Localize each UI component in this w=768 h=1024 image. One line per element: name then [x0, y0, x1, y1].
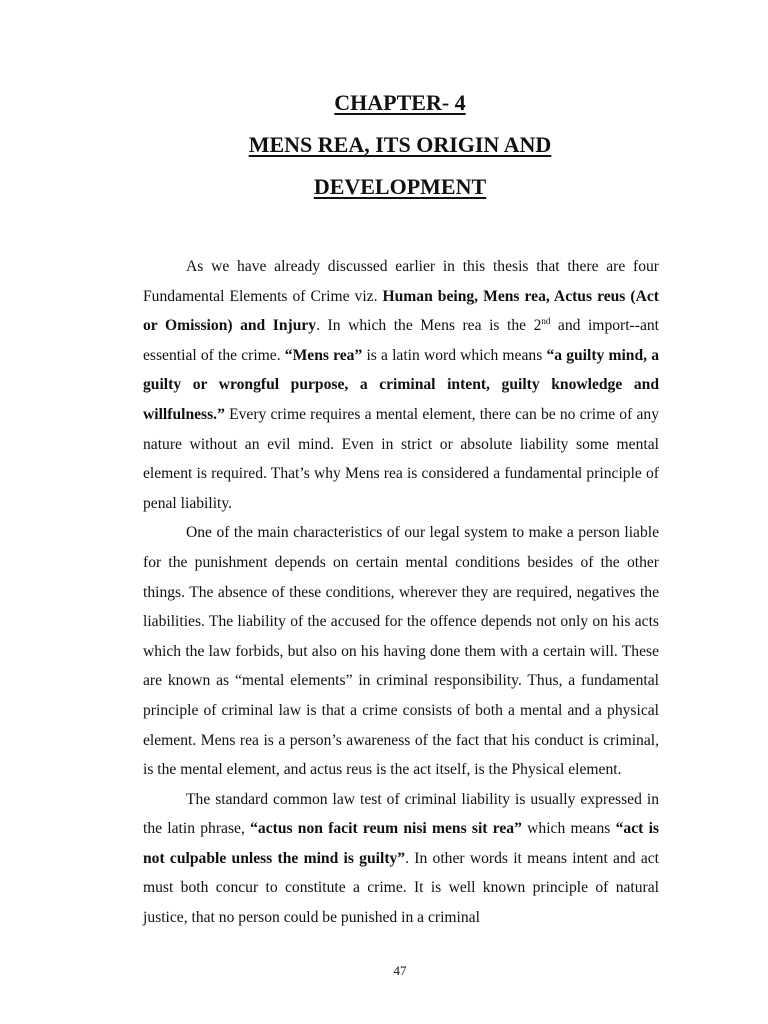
p1-bold-3: “a guilty mind, a guilty or wrongful purpose, a criminal intent, guilty knowledge and willfulness.” — [143, 346, 660, 423]
p1-text-1: As we have already discussed earlier in this thesis that there are four Fundamental Elements of Crime viz. — [143, 258, 659, 305]
p1-bold-1: Human being, Mens rea, Actus reus (Act or Omission) and Injury — [143, 287, 659, 335]
page-number: 47 — [393, 963, 407, 978]
p1-text-4: is a latin word which means — [362, 346, 543, 364]
p3-bold-1: “actus non facit reum nisi mens sit rea” — [250, 820, 522, 838]
p1-text-5: Every crime requires a mental element, there can be no crime of any nature without an evil mind. Even in strict or absolute liability some mental element is required. That’s why Mens rea is considered a fundamental principle of penal liability. — [143, 405, 659, 512]
p1-text-3: and import--ant essential of the crime. — [143, 317, 659, 364]
body-text — [143, 252, 659, 933]
paragraph-2: One of the main characteristics of our legal system to make a person liable for the punishment depends on certain mental conditions besides of the other things. The absence of these conditions, wherever they are required, negatives the liabilities. The liability of the accused for the offence depends not only on his acts which the law forbids, but also on his having done them with a certain will. These are known as “mental elements” in criminal responsibility. Thus, a fundamental principle of criminal law is that a crime consists of both a mental and a physical element. Mens rea is a person’s awareness of the fact that his conduct is criminal, is the mental element, and actus reus is the act itself, is the Physical element. — [143, 524, 659, 779]
p1-text-2: . In which the Mens rea is the 2 — [316, 317, 542, 335]
p3-text-3: . In other words it means intent and act must both concur to constitute a crime. It is well known principle of natural justice, that no person could be punished in a criminal — [143, 849, 660, 927]
chapter-title-line-2: DEVELOPMENT — [313, 174, 487, 199]
p3-bold-2: “act is not culpable unless the mind is guilty” — [143, 820, 659, 867]
paragraph-3 — [143, 785, 659, 933]
p3-text-2: which means — [521, 820, 611, 838]
p1-bold-2: “Mens rea” — [284, 346, 363, 364]
p3-text-1: The standard common law test of criminal liability is usually expressed in the latin phrase, — [143, 790, 659, 838]
paragraph-1 — [143, 252, 659, 518]
chapter-heading: CHAPTER- 4 — [334, 90, 466, 115]
chapter-title-line-1: MENS REA, ITS ORIGIN AND — [248, 132, 552, 157]
p1-superscript: nd — [541, 316, 551, 326]
